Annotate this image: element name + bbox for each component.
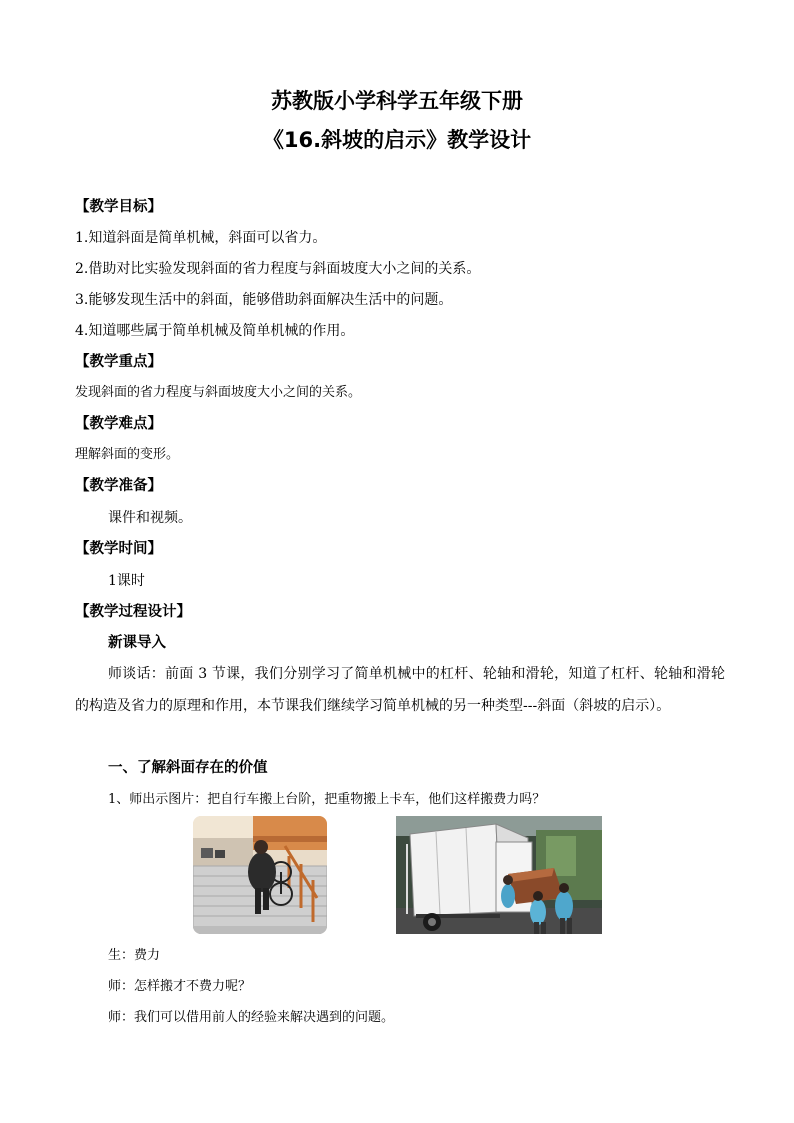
goal-item: 3.能够发现生活中的斜面，能够借助斜面解决生活中的问题。: [75, 292, 453, 308]
time-text: 1课时: [108, 573, 145, 589]
truck-loading-photo: [396, 816, 602, 934]
prep-heading: 【教学准备】: [75, 478, 162, 494]
dialog-line: 师：我们可以借用前人的经验来解决遇到的问题。: [108, 1010, 395, 1025]
focus-heading: 【教学重点】: [75, 354, 162, 370]
intro-paragraph: 师谈话：前面 3 节课，我们分别学习了简单机械中的杠杆、轮轴和滑轮，知道了杠杆、轮轴和滑轮的构造及省力的原理和作用，本节课我们继续学习简单机械的另一种类型---斜面（斜坡的启示）。: [75, 666, 725, 714]
difficulty-heading: 【教学难点】: [75, 416, 162, 432]
goal-item: 1.知道斜面是简单机械，斜面可以省力。: [75, 230, 327, 246]
goals-heading: 【教学目标】: [75, 199, 162, 215]
time-heading: 【教学时间】: [75, 541, 162, 557]
dialog-line: 师：怎样搬才不费力呢？: [108, 979, 252, 994]
part1-heading: 一、了解斜面存在的价值: [108, 760, 268, 776]
difficulty-text: 理解斜面的变形。: [75, 447, 180, 462]
bicycle-stairs-photo: [193, 816, 327, 934]
doc-title-line2: 《16.斜坡的启示》教学设计: [262, 128, 532, 152]
focus-text: 发现斜面的省力程度与斜面坡度大小之间的关系。: [75, 385, 362, 400]
intro-heading: 新课导入: [108, 635, 166, 651]
dialog-line: 生：费力: [108, 948, 161, 963]
process-heading: 【教学过程设计】: [75, 604, 191, 620]
goal-item: 4.知道哪些属于简单机械及简单机械的作用。: [75, 323, 355, 339]
goal-item: 2.借助对比实验发现斜面的省力程度与斜面坡度大小之间的关系。: [75, 261, 481, 277]
prep-text: 课件和视频。: [108, 510, 192, 526]
doc-title-line1: 苏教版小学科学五年级下册: [271, 89, 523, 113]
question-text: 1、师出示图片：把自行车搬上台阶，把重物搬上卡车，他们这样搬费力吗？: [108, 792, 546, 807]
